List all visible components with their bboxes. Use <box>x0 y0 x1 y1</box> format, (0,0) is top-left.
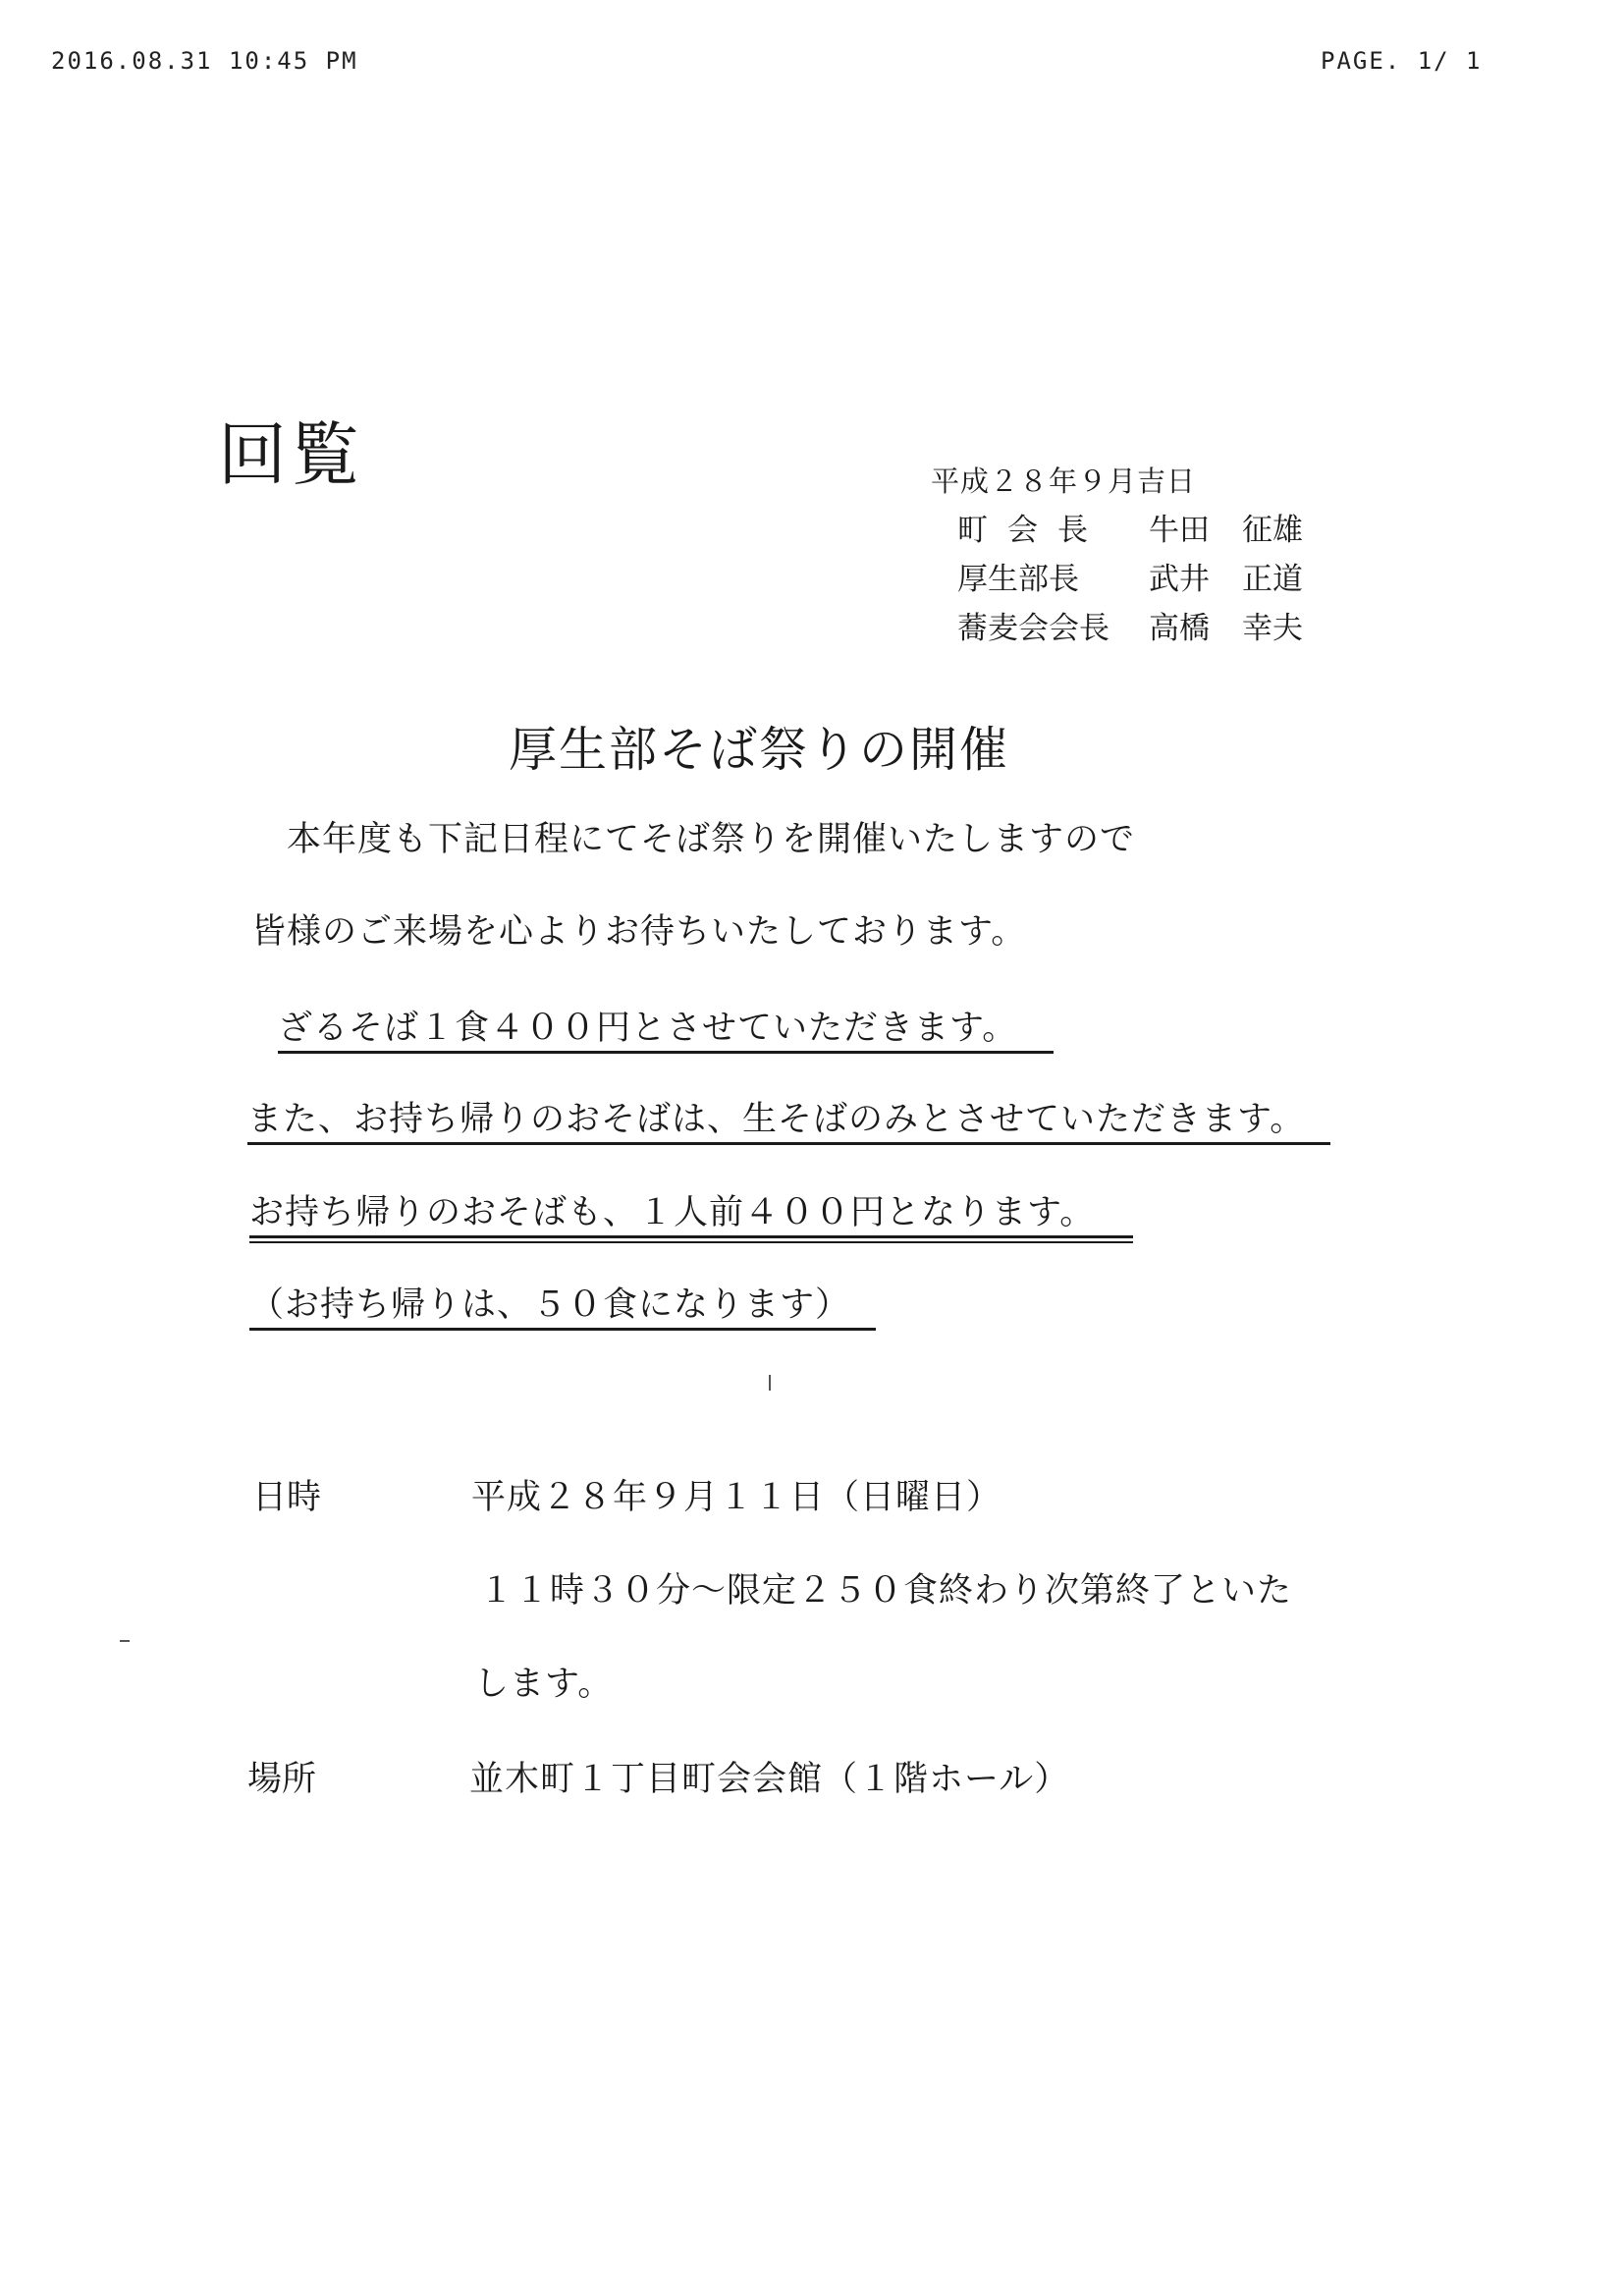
notice-heading: 厚生部そば祭りの開催 <box>509 722 1010 778</box>
signatory-first-name: 正道 <box>1242 562 1303 597</box>
body-line: 皆様のご来場を心よりお待ちいたしております。 <box>251 912 1027 952</box>
body-line: ざるそば１食４００円とさせていただきます。 <box>278 1009 1018 1048</box>
datetime-label: 日時 <box>252 1478 322 1517</box>
signatory-role: 蕎麦会会長 <box>957 611 1109 646</box>
body-line: また、お持ち帰りのおそばは、生そばのみとさせていただきます。 <box>247 1100 1306 1139</box>
signatory-role: 町会長 <box>957 513 1108 548</box>
fax-timestamp: 2016.08.31 10:45 PM <box>51 47 358 75</box>
body-line: お持ち帰りのおそばも、１人前４００円となります。 <box>249 1193 1096 1232</box>
signatory-last-name: 高橋 <box>1149 611 1210 646</box>
body-line: （お持ち帰りは、５０食になります） <box>249 1285 851 1325</box>
place-label: 場所 <box>247 1760 317 1799</box>
document-title: 回覧 <box>218 414 363 495</box>
issue-date: 平成２８年９月吉日 <box>931 465 1197 498</box>
underline <box>247 1142 1330 1145</box>
underline <box>249 1235 1133 1238</box>
double-underline <box>249 1241 1133 1243</box>
underline <box>278 1051 1054 1054</box>
event-place: 並木町１丁目町会会館（１階ホール） <box>469 1760 1070 1799</box>
body-line: 本年度も下記日程にてそば祭りを開催いたしますので <box>287 820 1136 859</box>
signatory-role: 厚生部長 <box>957 562 1079 597</box>
signatory-last-name: 武井 <box>1149 562 1210 597</box>
signatory-first-name: 征雄 <box>1242 513 1303 548</box>
signatory-last-name: 牛田 <box>1149 513 1210 548</box>
fax-page-number: PAGE. 1/ 1 <box>1321 47 1483 75</box>
scan-artifact <box>120 1640 130 1642</box>
event-time-continued: します。 <box>474 1665 614 1704</box>
scan-artifact <box>769 1375 771 1391</box>
event-date: 平成２８年９月１１日（日曜日） <box>471 1478 1002 1517</box>
underline <box>249 1328 876 1331</box>
event-time: １１時３０分〜限定２５０食終わり次第終了といた <box>479 1571 1293 1611</box>
signatory-first-name: 幸夫 <box>1242 611 1303 646</box>
